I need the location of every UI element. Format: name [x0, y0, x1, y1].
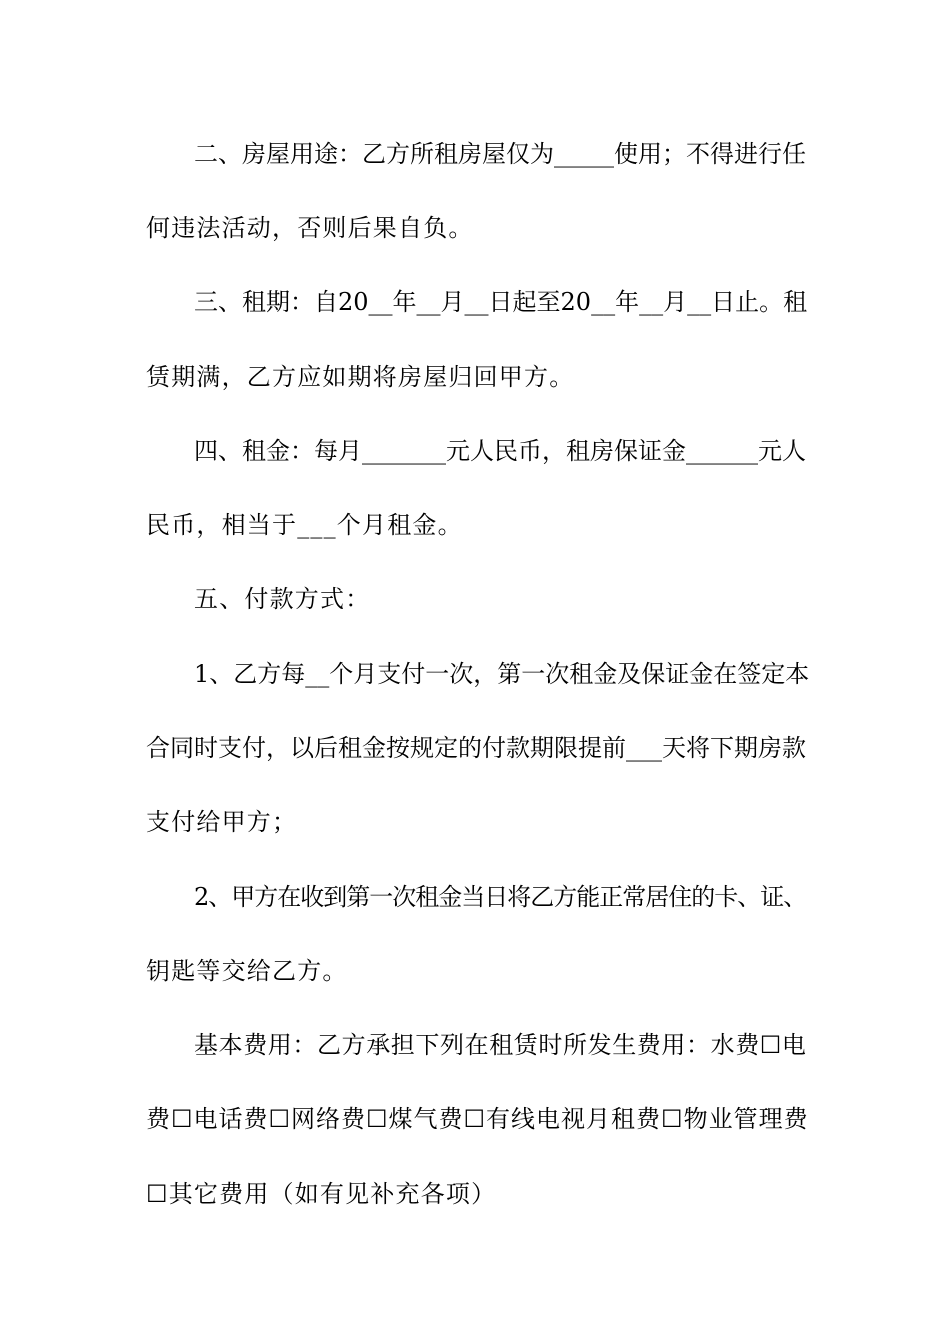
clause-3-line-2: 赁期满，乙方应如期将房屋归回甲方。	[146, 363, 575, 391]
payment-item-1-line-1: 1、乙方每__个月支付一次，第一次租金及保证金在签定本	[194, 660, 810, 688]
clause-5-heading: 五、付款方式：	[194, 585, 371, 613]
clause-4-line-1: 四、租金：每月_______元人民币，租房保证金______元人	[194, 437, 806, 465]
basic-fees-line-1: 基本费用：乙方承担下列在租赁时所发生费用：水费☐电	[194, 1031, 807, 1059]
clause-2-line-2: 何违法活动，否则后果自负。	[146, 214, 474, 242]
payment-item-2-line-1: 2、甲方在收到第一次租金当日将乙方能正常居住的卡、证、	[194, 883, 807, 911]
clause-4-line-2: 民币，相当于___个月租金。	[146, 511, 463, 539]
basic-fees-line-3: ☐其它费用（如有见补充各项）	[146, 1180, 497, 1208]
payment-item-1-line-2: 合同时支付，以后租金按规定的付款期限提前___天将下期房款	[146, 734, 806, 762]
payment-item-1-line-3: 支付给甲方；	[146, 808, 298, 836]
clause-2-line-1: 二、房屋用途：乙方所租房屋仅为_____使用；不得进行任	[194, 140, 806, 168]
clause-3-line-1: 三、租期：自20__年__月__日起至20__年__月__日止。租	[194, 288, 808, 316]
basic-fees-line-2: 费☐电话费☐网络费☐煤气费☐有线电视月租费☐物业管理费	[146, 1105, 809, 1133]
payment-item-2-line-2: 钥匙等交给乙方。	[146, 957, 348, 985]
